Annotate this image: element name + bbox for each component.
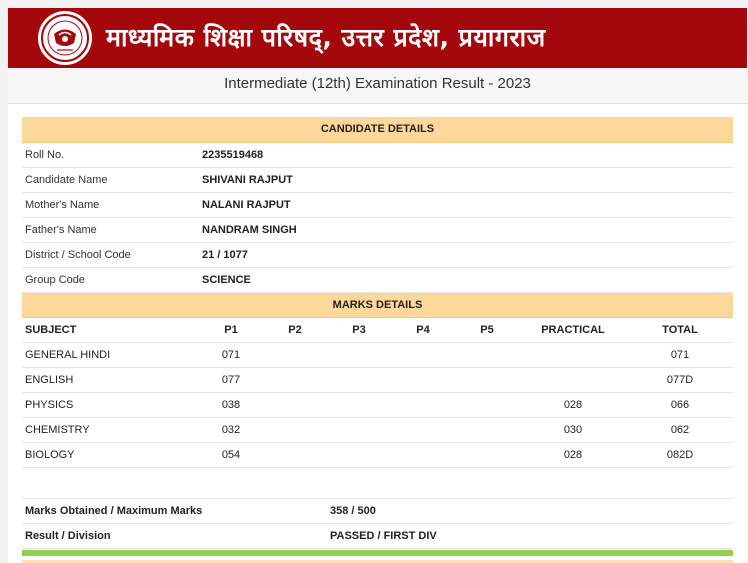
result-division-label: Result / Division: [22, 524, 327, 549]
summary-row: [22, 524, 733, 549]
p3-mark: [327, 342, 391, 367]
candidate-row: [22, 267, 733, 292]
candidate-row: [22, 142, 733, 167]
candidate-section-header: [22, 117, 733, 142]
p3-mark: [327, 442, 391, 467]
p4-mark: [391, 342, 455, 367]
p5-mark: [455, 392, 519, 417]
p3-mark: [327, 392, 391, 417]
p4-mark: [391, 392, 455, 417]
subject-name: CHEMISTRY: [22, 417, 199, 442]
col-subject: SUBJECT: [22, 317, 199, 342]
father-name-label: Father's Name: [22, 217, 199, 242]
p2-mark: [263, 442, 327, 467]
marks-row: [22, 417, 733, 442]
p1-mark: 032: [199, 417, 263, 442]
p1-mark: 071: [199, 342, 263, 367]
mother-name-value: NALANI RAJPUT: [199, 192, 733, 217]
board-name-hindi: माध्यमिक शिक्षा परिषद्, उत्तर प्रदेश, प्रयागराज: [106, 23, 546, 52]
p4-mark: [391, 417, 455, 442]
marks-row: [22, 367, 733, 392]
marks-obtained-value: 358 / 500: [327, 499, 733, 524]
total-mark: 062: [627, 417, 733, 442]
emblem-icon: [40, 13, 90, 63]
practical-mark: 030: [519, 417, 627, 442]
col-p2: P2: [263, 317, 327, 342]
marks-section-header: [22, 292, 733, 317]
father-name-value: NANDRAM SINGH: [199, 217, 733, 242]
summary-table: [22, 498, 733, 549]
col-p1: P1: [199, 317, 263, 342]
col-p3: P3: [327, 317, 391, 342]
roll-no-value: 2235519468: [199, 142, 733, 167]
subject-name: GENERAL HINDI: [22, 342, 199, 367]
p2-mark: [263, 367, 327, 392]
subtitle-band: [8, 68, 747, 104]
subject-name: PHYSICS: [22, 392, 199, 417]
marks-header-row: [22, 317, 733, 342]
marks-obtained-label: Marks Obtained / Maximum Marks: [22, 499, 327, 524]
marks-row: [22, 442, 733, 467]
col-p4: P4: [391, 317, 455, 342]
p1-mark: 038: [199, 392, 263, 417]
col-p5: P5: [455, 317, 519, 342]
mother-name-label: Mother's Name: [22, 192, 199, 217]
candidate-row: [22, 192, 733, 217]
up-emblem-logo: [38, 11, 92, 65]
p5-mark: [455, 417, 519, 442]
p5-mark: [455, 367, 519, 392]
p5-mark: [455, 342, 519, 367]
total-mark: 071: [627, 342, 733, 367]
p4-mark: [391, 442, 455, 467]
p4-mark: [391, 367, 455, 392]
district-school-code-label: District / School Code: [22, 242, 199, 267]
practical-mark: 028: [519, 392, 627, 417]
marks-row: [22, 392, 733, 417]
p1-mark: 077: [199, 367, 263, 392]
total-mark: 066: [627, 392, 733, 417]
summary-row: [22, 499, 733, 524]
site-header: [8, 8, 747, 68]
total-mark: 082D: [627, 442, 733, 467]
district-school-code-value: 21 / 1077: [199, 242, 733, 267]
p2-mark: [263, 417, 327, 442]
p5-mark: [455, 442, 519, 467]
group-code-label: Group Code: [22, 267, 199, 292]
result-content: [8, 104, 747, 563]
p3-mark: [327, 367, 391, 392]
subject-name: BIOLOGY: [22, 442, 199, 467]
candidate-row: [22, 242, 733, 267]
subject-name: ENGLISH: [22, 367, 199, 392]
marks-section-title: MARKS DETAILS: [22, 292, 733, 317]
candidate-section-title: CANDIDATE DETAILS: [22, 117, 733, 142]
p2-mark: [263, 392, 327, 417]
result-table: [22, 117, 733, 468]
practical-mark: 028: [519, 442, 627, 467]
p3-mark: [327, 417, 391, 442]
candidate-row: [22, 167, 733, 192]
p2-mark: [263, 342, 327, 367]
practical-mark: [519, 342, 627, 367]
pass-status-bar: [22, 550, 733, 556]
marks-row: [22, 342, 733, 367]
total-mark: 077D: [627, 367, 733, 392]
result-division-value: PASSED / FIRST DIV: [327, 524, 733, 549]
practical-mark: [519, 367, 627, 392]
candidate-name-label: Candidate Name: [22, 167, 199, 192]
candidate-name-value: SHIVANI RAJPUT: [199, 167, 733, 192]
roll-no-label: Roll No.: [22, 142, 199, 167]
exam-title: Intermediate (12th) Examination Result - 2023: [224, 75, 531, 92]
col-total: TOTAL: [627, 317, 733, 342]
col-practical: PRACTICAL: [519, 317, 627, 342]
p1-mark: 054: [199, 442, 263, 467]
group-code-value: SCIENCE: [199, 267, 733, 292]
candidate-row: [22, 217, 733, 242]
